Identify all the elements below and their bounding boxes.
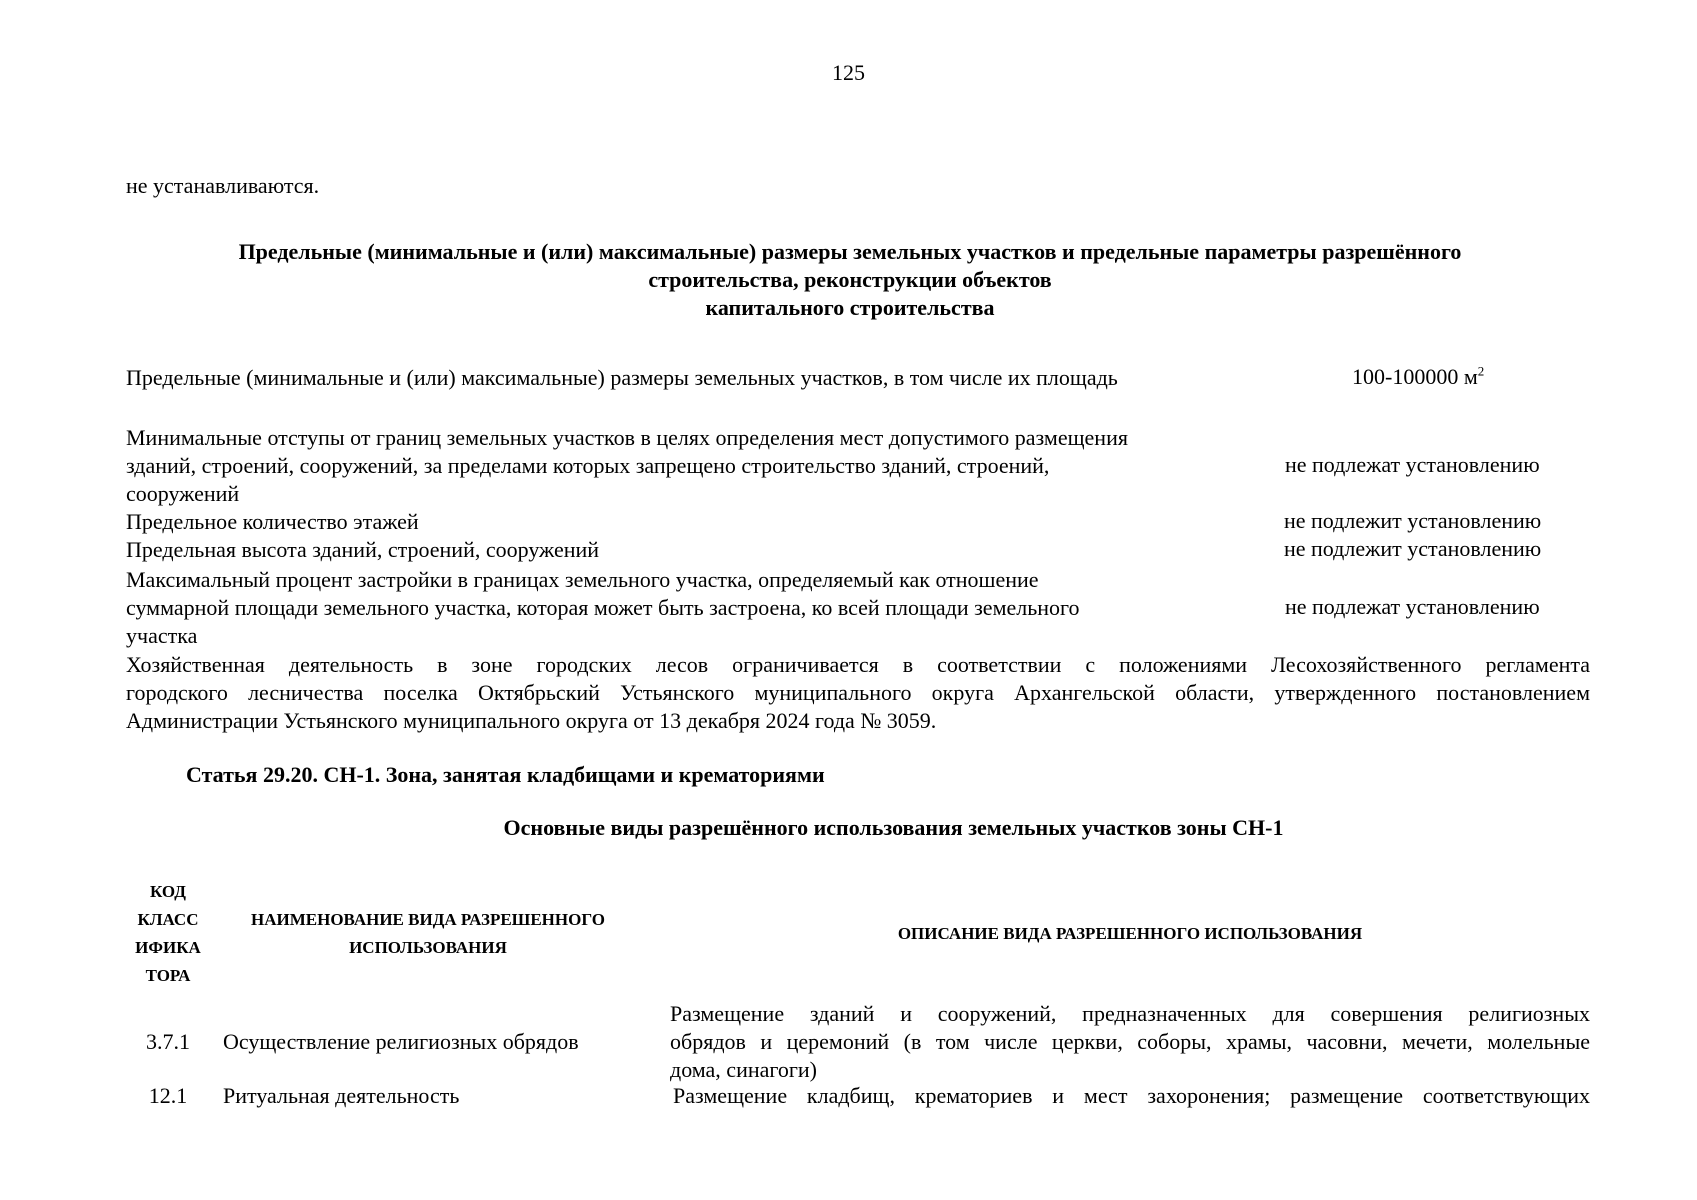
header-code-line: КЛАСС xyxy=(137,910,199,929)
header-code xyxy=(118,878,218,990)
parameter-value: не подлежат установлению xyxy=(1285,452,1540,477)
parameter-label-line: Предельное количество этажей xyxy=(126,509,419,534)
parameter-value: не подлежит установлению xyxy=(1284,508,1542,533)
description-line: Размещение зданий и сооружений, предназначенных для совершения религиозных xyxy=(670,1001,1590,1026)
paragraph-line: городского лесничества поселка Октябрьский Устьянского муниципального округа Архангельской области, утвержденного постановлением xyxy=(126,680,1590,705)
section-heading-line: Предельные (минимальные и (или) максимальные) размеры земельных участков и предельные параметры разрешённого xyxy=(238,239,1462,264)
parameter-label-line: зданий, строений, сооружений, за пределами которых запрещено строительство зданий, строений, xyxy=(126,453,1050,478)
paragraph-line: Хозяйственная деятельность в зоне городских лесов ограничивается в соответствии с положениями Лесохозяйственного регламента xyxy=(126,652,1590,677)
header-name xyxy=(218,906,638,962)
section-heading-line: капитального строительства xyxy=(705,295,995,320)
cell-name: Осуществление религиозных обрядов xyxy=(223,1029,579,1054)
cell-code: 12.1 xyxy=(148,1083,188,1108)
parameter-value: не подлежит установлению xyxy=(1284,536,1542,561)
description-line: дома, синагоги) xyxy=(670,1057,817,1082)
header-code-line: КОД xyxy=(150,882,186,901)
parameter-value: не подлежат установлению xyxy=(1285,594,1540,619)
header-code-line: ТОРА xyxy=(145,966,191,985)
parameter-label xyxy=(126,536,1266,564)
parameter-label-line: Предельная высота зданий, строений, сооружений xyxy=(126,537,600,562)
header-code-line: ИФИКА xyxy=(135,938,201,957)
lead-text: не устанавливаются. xyxy=(126,173,320,198)
unit-superscript: 2 xyxy=(1477,363,1485,379)
cell-name: Ритуальная деятельность xyxy=(223,1083,460,1108)
header-name-line: НАИМЕНОВАНИЕ ВИДА РАЗРЕШЕННОГО xyxy=(251,910,605,929)
forest-regulation-paragraph xyxy=(126,651,1590,735)
cell-description xyxy=(673,1082,1590,1110)
description-line: Размещение кладбищ, крематориев и мест захоронения; размещение соответствующих xyxy=(673,1083,1590,1108)
parameter-label xyxy=(126,364,1266,392)
section-heading xyxy=(150,238,1550,322)
cell-description xyxy=(670,1000,1590,1084)
header-description: ОПИСАНИЕ ВИДА РАЗРЕШЕННОГО ИСПОЛЬЗОВАНИЯ xyxy=(897,924,1363,943)
parameter-label-line: Предельные (минимальные и (или) максимальные) размеры земельных участков, в том числе их площадь xyxy=(126,365,1118,390)
parameter-label-line: Минимальные отступы от границ земельных участков в целях определения мест допустимого размещения xyxy=(126,425,1128,450)
parameter-label-line: участка xyxy=(126,623,198,648)
description-line: обрядов и церемоний (в том числе церкви, соборы, храмы, часовни, мечети, молельные xyxy=(670,1029,1590,1054)
parameter-label-line: сооружений xyxy=(126,481,240,506)
section-heading-line: строительства, реконструкции объектов xyxy=(648,267,1052,292)
parameter-value-text: 100-100000 м xyxy=(1352,364,1478,389)
header-name-line: ИСПОЛЬЗОВАНИЯ xyxy=(349,938,507,957)
parameter-value xyxy=(1352,364,1484,390)
parameter-label xyxy=(126,566,1266,650)
article-title: Статья 29.20. СН-1. Зона, занятая кладбищами и крематориями xyxy=(186,762,825,787)
parameter-label-line: суммарной площади земельного участка, которая может быть застроена, ко всей площади земельного xyxy=(126,595,1080,620)
subsection-title: Основные виды разрешённого использования земельных участков зоны СН-1 xyxy=(503,815,1284,840)
parameter-label xyxy=(126,508,1266,536)
parameter-label xyxy=(126,424,1266,508)
cell-code: 3.7.1 xyxy=(146,1029,190,1054)
paragraph-line: Администрации Устьянского муниципального округа от 13 декабря 2024 года № 3059. xyxy=(126,708,937,733)
page-number: 125 xyxy=(832,60,865,85)
parameter-label-line: Максимальный процент застройки в границах земельного участка, определяемый как отношение xyxy=(126,567,1039,592)
